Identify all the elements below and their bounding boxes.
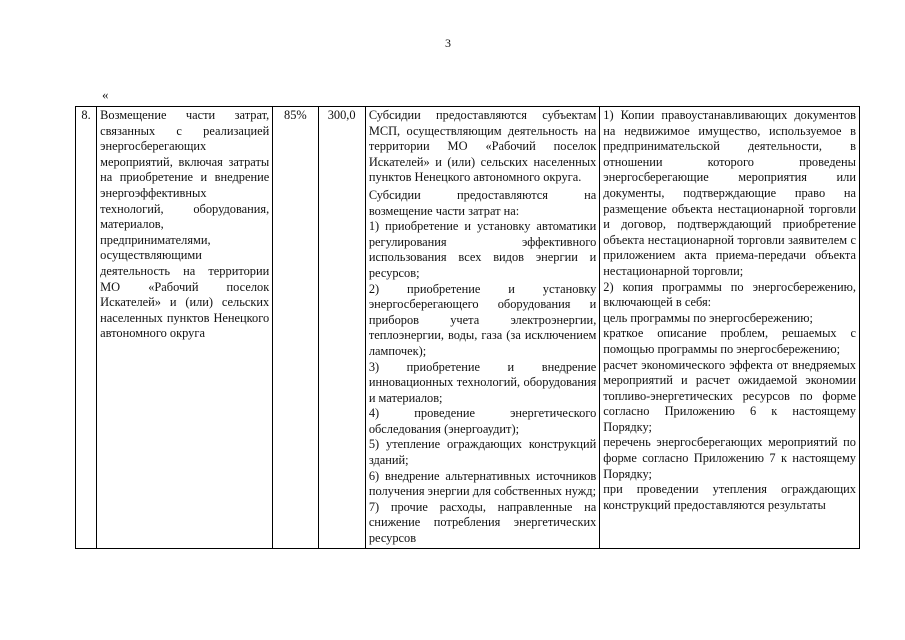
- condition-paragraph: 2) приобретение и установку энергосберегающего оборудования и приборов учета электроэнергии, теплоэнергии, воды, газа (за исключением лампочек);: [368, 281, 597, 358]
- condition-paragraph: 1) приобретение и установку автоматики регулирования эффективного использования всех видов энергии и ресурсов;: [368, 219, 597, 280]
- opening-quote-mark: «: [102, 87, 109, 102]
- document-paragraph: краткое описание проблем, решаемых с помощью программы по энергосбережению;: [603, 326, 856, 356]
- condition-paragraph: 4) проведение энергетического обследования (энергоаудит);: [368, 406, 597, 436]
- row-description: Возмещение части затрат, связанных с реализацией энергосберегающих мероприятий, включая затраты на приобретение и внедрение энергоэффективных технологий, оборудования, материалов, предпринимателями, осуществляющими деятельность на территории МО «Рабочий поселок Искателей» и (или) сельских населенных пунктов Ненецкого автономного округа: [97, 107, 273, 549]
- document-paragraph: 1) Копии правоустанавливающих документов на недвижимое имущество, используемое в предпринимательской деятельности, в отношении которого проведены энергосберегающие мероприятия или документы, подтверждающие право на размещение объекта нестационарной торговли и договор, подтверждающий приобретение объекта нестационарной торговли заявителем с приложением акта приема-передачи объекта нестационарной торговли;: [603, 108, 856, 278]
- page-number: 3: [445, 36, 451, 50]
- condition-paragraph: 6) внедрение альтернативных источников получения энергии для собственных нужд;: [368, 468, 597, 499]
- row-percent: 85%: [273, 107, 318, 549]
- row-amount: 300,0: [318, 107, 365, 549]
- condition-paragraph: Субсидии предоставляются субъектам МСП, осуществляющим деятельность на территории МО «Рабочий поселок Искателей» и (или) сельских населенных пунктов Ненецкого автономного округа.: [368, 108, 597, 185]
- subsidy-table: [75, 106, 860, 549]
- condition-paragraph: 7) прочие расходы, направленные на снижение потребления энергетических ресурсов: [368, 499, 597, 546]
- document-paragraph: при проведении утепления ограждающих конструкций предоставляются результаты: [603, 482, 856, 512]
- condition-paragraph: 5) утепление ограждающих конструкций зданий;: [368, 437, 597, 468]
- condition-paragraph: Субсидии предоставляются на возмещение части затрат на:: [368, 187, 597, 218]
- row-number: 8.: [76, 107, 97, 549]
- document-paragraph: 2) копия программы по энергосбережению, включающей в себя:: [603, 279, 856, 310]
- row-documents: [600, 107, 860, 549]
- document-paragraph: перечень энергосберегающих мероприятий по форме согласно Приложению 7 к настоящему Порядку;: [603, 435, 856, 481]
- condition-paragraph: 3) приобретение и внедрение инновационных технологий, оборудования и материалов;: [368, 359, 597, 405]
- document-paragraph: расчет экономического эффекта от внедряемых мероприятий и расчет ожидаемой экономии топливо-энергетических ресурсов по форме согласно Приложению 6 к настоящему Порядку;: [603, 357, 856, 434]
- row-conditions: [365, 107, 599, 549]
- table-row: [76, 107, 860, 549]
- document-paragraph: цель программы по энергосбережению;: [603, 310, 813, 325]
